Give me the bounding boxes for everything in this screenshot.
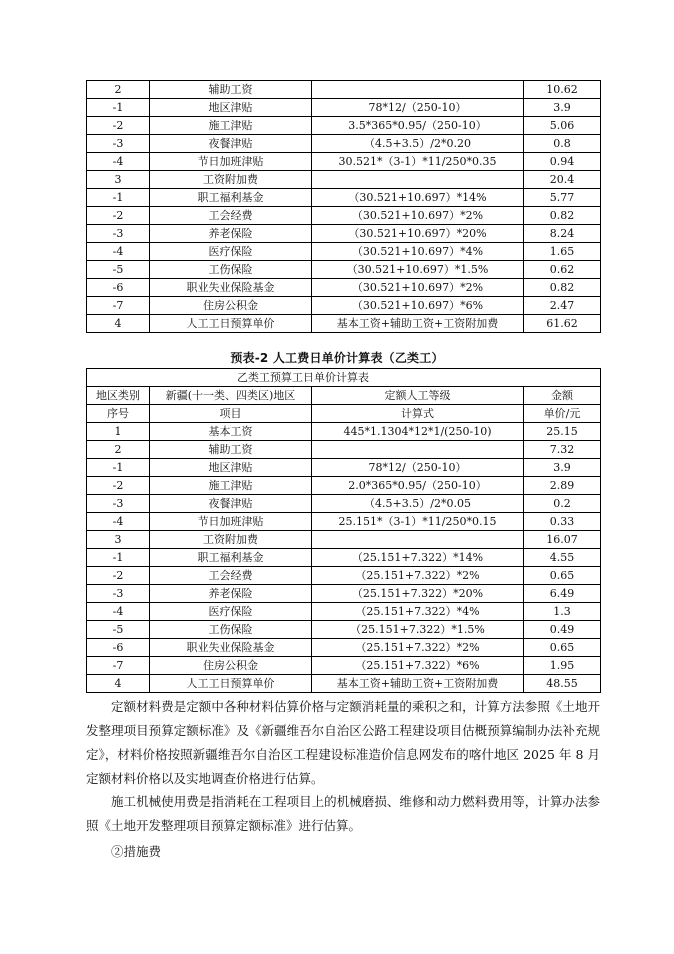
table2-body bbox=[87, 423, 601, 693]
row-item: 工会经费 bbox=[150, 567, 312, 585]
row-seq-no: -2 bbox=[87, 477, 150, 495]
paragraph-material-cost: 定额材料费是定额中各种材料估算价格与定额消耗量的乘积之和，计算方法参照《土地开发整理项目预算定额标准》及《新疆维吾尔自治区公路工程建设项目估概预算编制办法补充规定》，材料价格按照新疆维吾尔自治区工程建设标准造价信息网发布的喀什地区 2025 年 8 月定额材料价格以及实地调查价格进行估算。 bbox=[86, 699, 600, 786]
row-formula bbox=[312, 171, 524, 189]
row-amount: 1.95 bbox=[524, 657, 601, 675]
row-item: 人工工日预算单价 bbox=[150, 675, 312, 693]
row-amount: 5.77 bbox=[524, 189, 601, 207]
row-item: 住房公积金 bbox=[150, 657, 312, 675]
row-formula: 2.0*365*0.95/（250-10） bbox=[312, 477, 524, 495]
row-item: 人工工日预算单价 bbox=[150, 315, 312, 333]
row-seq-no: -5 bbox=[87, 621, 150, 639]
row-item: 基本工资 bbox=[150, 423, 312, 441]
row-seq-no: 2 bbox=[87, 441, 150, 459]
row-amount: 0.49 bbox=[524, 621, 601, 639]
table-row bbox=[87, 567, 601, 585]
row-item: 节日加班津贴 bbox=[150, 513, 312, 531]
table-row bbox=[87, 315, 601, 333]
table-row bbox=[87, 279, 601, 297]
row-amount: 0.82 bbox=[524, 207, 601, 225]
row-amount: 2.89 bbox=[524, 477, 601, 495]
row-amount: 2.47 bbox=[524, 297, 601, 315]
row-formula: （4.5+3.5）/2*0.05 bbox=[312, 495, 524, 513]
row-amount: 0.2 bbox=[524, 495, 601, 513]
table-caption: 预表-2 人工费日单价计算表（乙类工） bbox=[230, 351, 444, 365]
table-row bbox=[87, 297, 601, 315]
table-row bbox=[87, 639, 601, 657]
row-seq-no: -2 bbox=[87, 117, 150, 135]
table-row bbox=[87, 81, 601, 99]
table-row bbox=[87, 675, 601, 693]
row-formula: （25.151+7.322）*6% bbox=[312, 657, 524, 675]
table-row bbox=[87, 135, 601, 153]
row-formula: （30.521+10.697）*2% bbox=[312, 207, 524, 225]
row-item: 地区津贴 bbox=[150, 99, 312, 117]
row-amount: 1.65 bbox=[524, 243, 601, 261]
row-item: 工伤保险 bbox=[150, 621, 312, 639]
row-seq-no: -6 bbox=[87, 279, 150, 297]
row-seq-no: -2 bbox=[87, 567, 150, 585]
row-amount: 1.3 bbox=[524, 603, 601, 621]
table-row bbox=[87, 261, 601, 279]
table-row bbox=[87, 459, 601, 477]
header-item: 项目 bbox=[150, 405, 312, 423]
row-seq-no: -4 bbox=[87, 153, 150, 171]
table-row bbox=[87, 243, 601, 261]
row-seq-no: 1 bbox=[87, 423, 150, 441]
row-item: 养老保险 bbox=[150, 225, 312, 243]
row-item: 工资附加费 bbox=[150, 171, 312, 189]
row-formula: （25.151+7.322）*2% bbox=[312, 639, 524, 657]
table-row bbox=[87, 153, 601, 171]
table-row bbox=[87, 621, 601, 639]
row-item: 养老保险 bbox=[150, 585, 312, 603]
row-seq-no: -1 bbox=[87, 189, 150, 207]
row-seq-no: -2 bbox=[87, 207, 150, 225]
table-row bbox=[87, 549, 601, 567]
row-formula bbox=[312, 81, 524, 99]
row-formula: （30.521+10.697）*6% bbox=[312, 297, 524, 315]
row-formula: 78*12/（250-10） bbox=[312, 459, 524, 477]
row-item: 地区津贴 bbox=[150, 459, 312, 477]
row-item: 工资附加费 bbox=[150, 531, 312, 549]
row-formula: （4.5+3.5）/2*0.20 bbox=[312, 135, 524, 153]
row-seq-no: -1 bbox=[87, 459, 150, 477]
table-row bbox=[87, 585, 601, 603]
row-amount: 7.32 bbox=[524, 441, 601, 459]
row-item: 住房公积金 bbox=[150, 297, 312, 315]
row-amount: 48.55 bbox=[524, 675, 601, 693]
row-formula: （30.521+10.697）*14% bbox=[312, 189, 524, 207]
paragraph-machinery-cost: 施工机械使用费是指消耗在工程项目上的机械磨损、维修和动力燃料费用等，计算办法参照《土地开发整理项目预算定额标准》进行估算。 bbox=[86, 794, 600, 833]
row-seq-no: -4 bbox=[87, 513, 150, 531]
row-item: 工伤保险 bbox=[150, 261, 312, 279]
row-formula: 基本工资+辅助工资+工资附加费 bbox=[312, 315, 524, 333]
row-amount: 0.65 bbox=[524, 567, 601, 585]
row-seq-no: 4 bbox=[87, 315, 150, 333]
row-amount: 16.07 bbox=[524, 531, 601, 549]
row-item: 医疗保险 bbox=[150, 603, 312, 621]
table-row bbox=[87, 171, 601, 189]
row-formula: 25.151*（3-1）*11/250*0.15 bbox=[312, 513, 524, 531]
row-amount: 10.62 bbox=[524, 81, 601, 99]
row-formula: （25.151+7.322）*1.5% bbox=[312, 621, 524, 639]
row-amount: 4.55 bbox=[524, 549, 601, 567]
row-amount: 20.4 bbox=[524, 171, 601, 189]
table-row bbox=[87, 531, 601, 549]
row-amount: 5.06 bbox=[524, 117, 601, 135]
table-row bbox=[87, 513, 601, 531]
header-seq-no: 序号 bbox=[87, 405, 150, 423]
row-formula: （25.151+7.322）*14% bbox=[312, 549, 524, 567]
table2-title-row bbox=[87, 369, 601, 387]
header-formula: 计算式 bbox=[312, 405, 524, 423]
row-seq-no: -3 bbox=[87, 135, 150, 153]
row-amount: 25.15 bbox=[524, 423, 601, 441]
row-amount: 0.94 bbox=[524, 153, 601, 171]
header-region-name: 新疆(十一类、四类区)地区 bbox=[150, 387, 312, 405]
row-formula: （30.521+10.697）*20% bbox=[312, 225, 524, 243]
row-item: 施工津贴 bbox=[150, 477, 312, 495]
row-seq-no: -7 bbox=[87, 297, 150, 315]
table2-header-row-2 bbox=[87, 405, 601, 423]
row-item: 施工津贴 bbox=[150, 117, 312, 135]
row-item: 夜餐津贴 bbox=[150, 495, 312, 513]
table-row bbox=[87, 99, 601, 117]
table-row bbox=[87, 441, 601, 459]
row-amount: 61.62 bbox=[524, 315, 601, 333]
row-seq-no: -7 bbox=[87, 657, 150, 675]
row-amount: 3.9 bbox=[524, 99, 601, 117]
row-formula: （25.151+7.322）*4% bbox=[312, 603, 524, 621]
row-seq-no: -3 bbox=[87, 225, 150, 243]
table-row bbox=[87, 225, 601, 243]
row-seq-no: -5 bbox=[87, 261, 150, 279]
row-item: 职工福利基金 bbox=[150, 549, 312, 567]
row-seq-no: -1 bbox=[87, 549, 150, 567]
labor-cost-table-class-a bbox=[86, 80, 601, 333]
header-region-category: 地区类别 bbox=[87, 387, 150, 405]
row-formula bbox=[312, 441, 524, 459]
row-item: 职业失业保险基金 bbox=[150, 639, 312, 657]
row-amount: 0.65 bbox=[524, 639, 601, 657]
row-formula: 3.5*365*0.95/（250-10） bbox=[312, 117, 524, 135]
row-seq-no: 4 bbox=[87, 675, 150, 693]
table-row bbox=[87, 603, 601, 621]
row-formula: （30.521+10.697）*1.5% bbox=[312, 261, 524, 279]
row-item: 医疗保险 bbox=[150, 243, 312, 261]
row-amount: 6.49 bbox=[524, 585, 601, 603]
row-amount: 0.62 bbox=[524, 261, 601, 279]
paragraph-measures-heading: ②措施费 bbox=[111, 844, 162, 859]
row-amount: 0.82 bbox=[524, 279, 601, 297]
row-seq-no: -3 bbox=[87, 585, 150, 603]
row-amount: 3.9 bbox=[524, 459, 601, 477]
row-seq-no: -6 bbox=[87, 639, 150, 657]
row-seq-no: 3 bbox=[87, 171, 150, 189]
row-item: 职业失业保险基金 bbox=[150, 279, 312, 297]
table2-header-row-1 bbox=[87, 387, 601, 405]
row-amount: 0.8 bbox=[524, 135, 601, 153]
header-unit-price: 单价/元 bbox=[524, 405, 601, 423]
row-seq-no: 3 bbox=[87, 531, 150, 549]
row-formula: （25.151+7.322）*20% bbox=[312, 585, 524, 603]
row-item: 工会经费 bbox=[150, 207, 312, 225]
row-item: 辅助工资 bbox=[150, 441, 312, 459]
row-formula bbox=[312, 531, 524, 549]
row-formula: （25.151+7.322）*2% bbox=[312, 567, 524, 585]
table-row bbox=[87, 495, 601, 513]
labor-cost-table-class-b bbox=[86, 368, 601, 693]
table-row bbox=[87, 117, 601, 135]
row-formula: 基本工资+辅助工资+工资附加费 bbox=[312, 675, 524, 693]
row-formula: 30.521*（3-1）*11/250*0.35 bbox=[312, 153, 524, 171]
row-amount: 0.33 bbox=[524, 513, 601, 531]
row-seq-no: -4 bbox=[87, 243, 150, 261]
table-row bbox=[87, 657, 601, 675]
table-row bbox=[87, 423, 601, 441]
row-formula: 78*12/（250-10） bbox=[312, 99, 524, 117]
row-seq-no: -3 bbox=[87, 495, 150, 513]
row-seq-no: -1 bbox=[87, 99, 150, 117]
row-seq-no: -4 bbox=[87, 603, 150, 621]
row-item: 夜餐津贴 bbox=[150, 135, 312, 153]
row-formula: （30.521+10.697）*4% bbox=[312, 243, 524, 261]
row-item: 节日加班津贴 bbox=[150, 153, 312, 171]
table1-body bbox=[87, 81, 601, 333]
row-formula: 445*1.1304*12*1/(250-10) bbox=[312, 423, 524, 441]
table-row bbox=[87, 189, 601, 207]
table-row bbox=[87, 207, 601, 225]
header-labor-grade: 定额人工等级 bbox=[312, 387, 524, 405]
row-formula: （30.521+10.697）*2% bbox=[312, 279, 524, 297]
header-amount: 金额 bbox=[524, 387, 601, 405]
row-item: 职工福利基金 bbox=[150, 189, 312, 207]
table-row bbox=[87, 477, 601, 495]
table2-title: 乙类工预算工日单价计算表 bbox=[87, 369, 601, 387]
row-item: 辅助工资 bbox=[150, 81, 312, 99]
row-seq-no: 2 bbox=[87, 81, 150, 99]
row-amount: 8.24 bbox=[524, 225, 601, 243]
